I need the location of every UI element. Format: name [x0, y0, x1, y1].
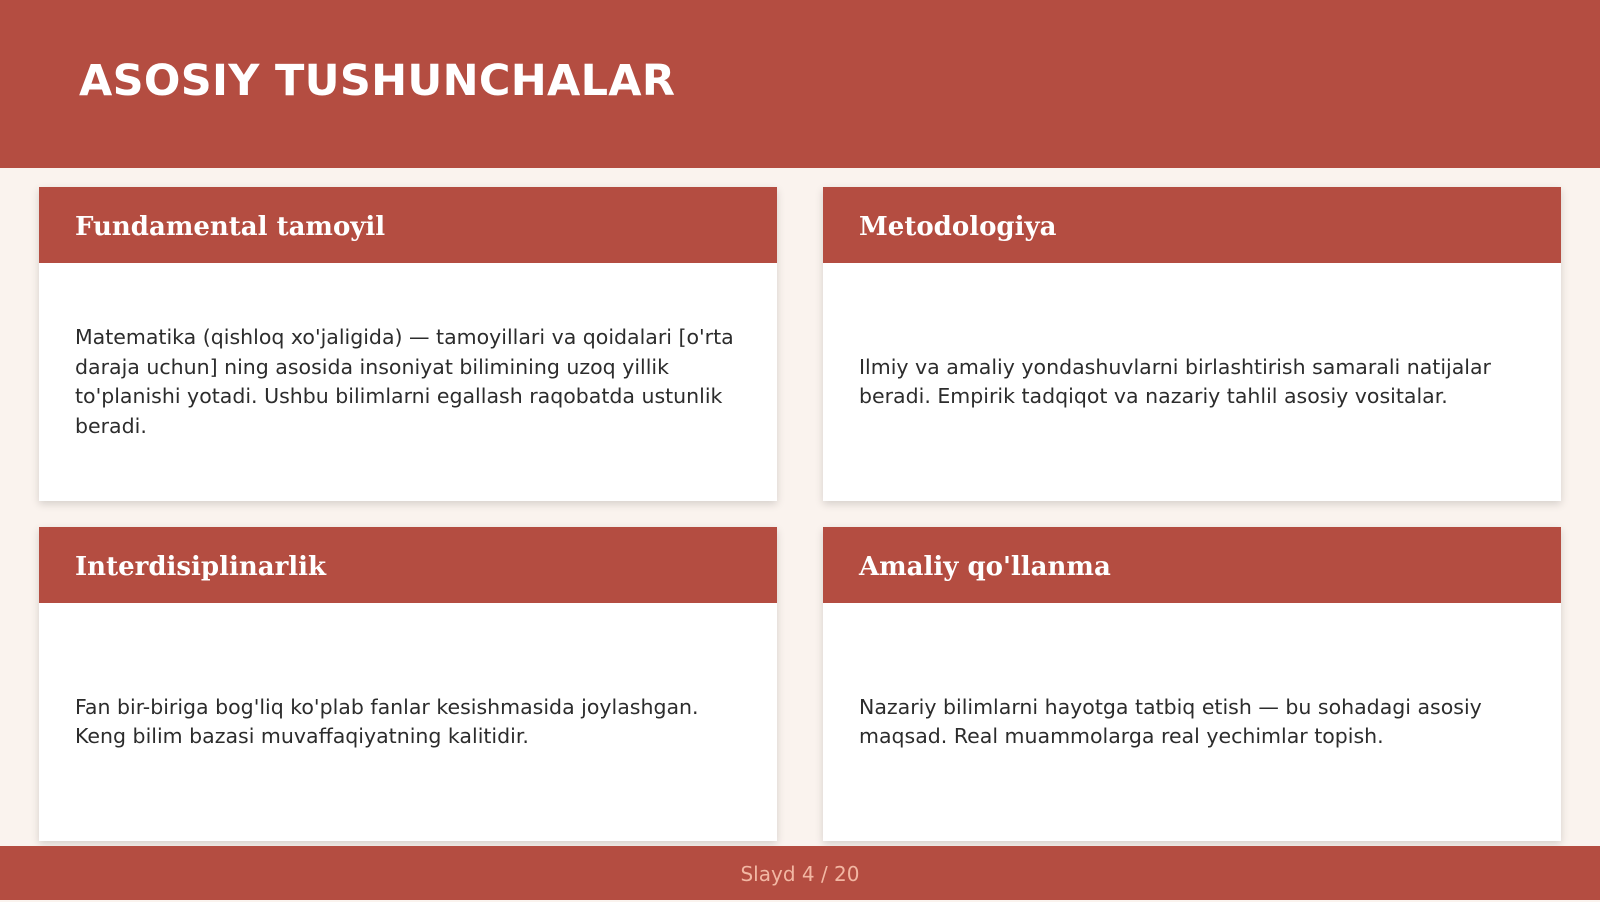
- slide-counter: Slayd 4 / 20: [740, 862, 860, 886]
- card-title: Fundamental tamoyil: [75, 212, 386, 242]
- card-header: [823, 527, 1561, 603]
- card-text: Ilmiy va amaliy yondashuvlarni birlashtirish samarali natijalar beradi. Empirik tadqiqot va nazariy tahlil asosiy vositalar.: [859, 354, 1491, 408]
- card-text: Matematika (qishloq xo'jaligida) — tamoyillari va qoidalari [o'rta daraja uchun] ning asosida insoniyat bilimining uzoq yillik to'planishi yotadi. Ushbu bilimlarni egallash raqobatda ustunlik beradi.: [75, 325, 734, 438]
- concept-card-interdisciplinary: [39, 527, 777, 841]
- slide-title: ASOSIY TUSHUNCHALAR: [79, 56, 676, 106]
- slide-footer: [0, 846, 1600, 900]
- card-header: [39, 187, 777, 263]
- card-title: Amaliy qo'llanma: [859, 552, 1111, 582]
- card-body: [39, 603, 777, 841]
- concept-card-practical: [823, 527, 1561, 841]
- card-title: Interdisiplinarlik: [75, 552, 327, 582]
- card-body: [823, 263, 1561, 501]
- card-text: Fan bir-biriga bog'liq ko'plab fanlar kesishmasida joylashgan. Keng bilim bazasi muvaffaqiyatning kalitidir.: [75, 694, 699, 748]
- card-title: Metodologiya: [859, 212, 1057, 242]
- card-text: Nazariy bilimlarni hayotga tatbiq etish — bu sohadagi asosiy maqsad. Real muammolarga real yechimlar topish.: [859, 694, 1482, 748]
- card-body: [823, 603, 1561, 841]
- slide-header: [0, 0, 1600, 168]
- concept-card-methodology: [823, 187, 1561, 501]
- card-header: [39, 527, 777, 603]
- concept-card-fundamental: [39, 187, 777, 501]
- card-body: [39, 263, 777, 501]
- card-header: [823, 187, 1561, 263]
